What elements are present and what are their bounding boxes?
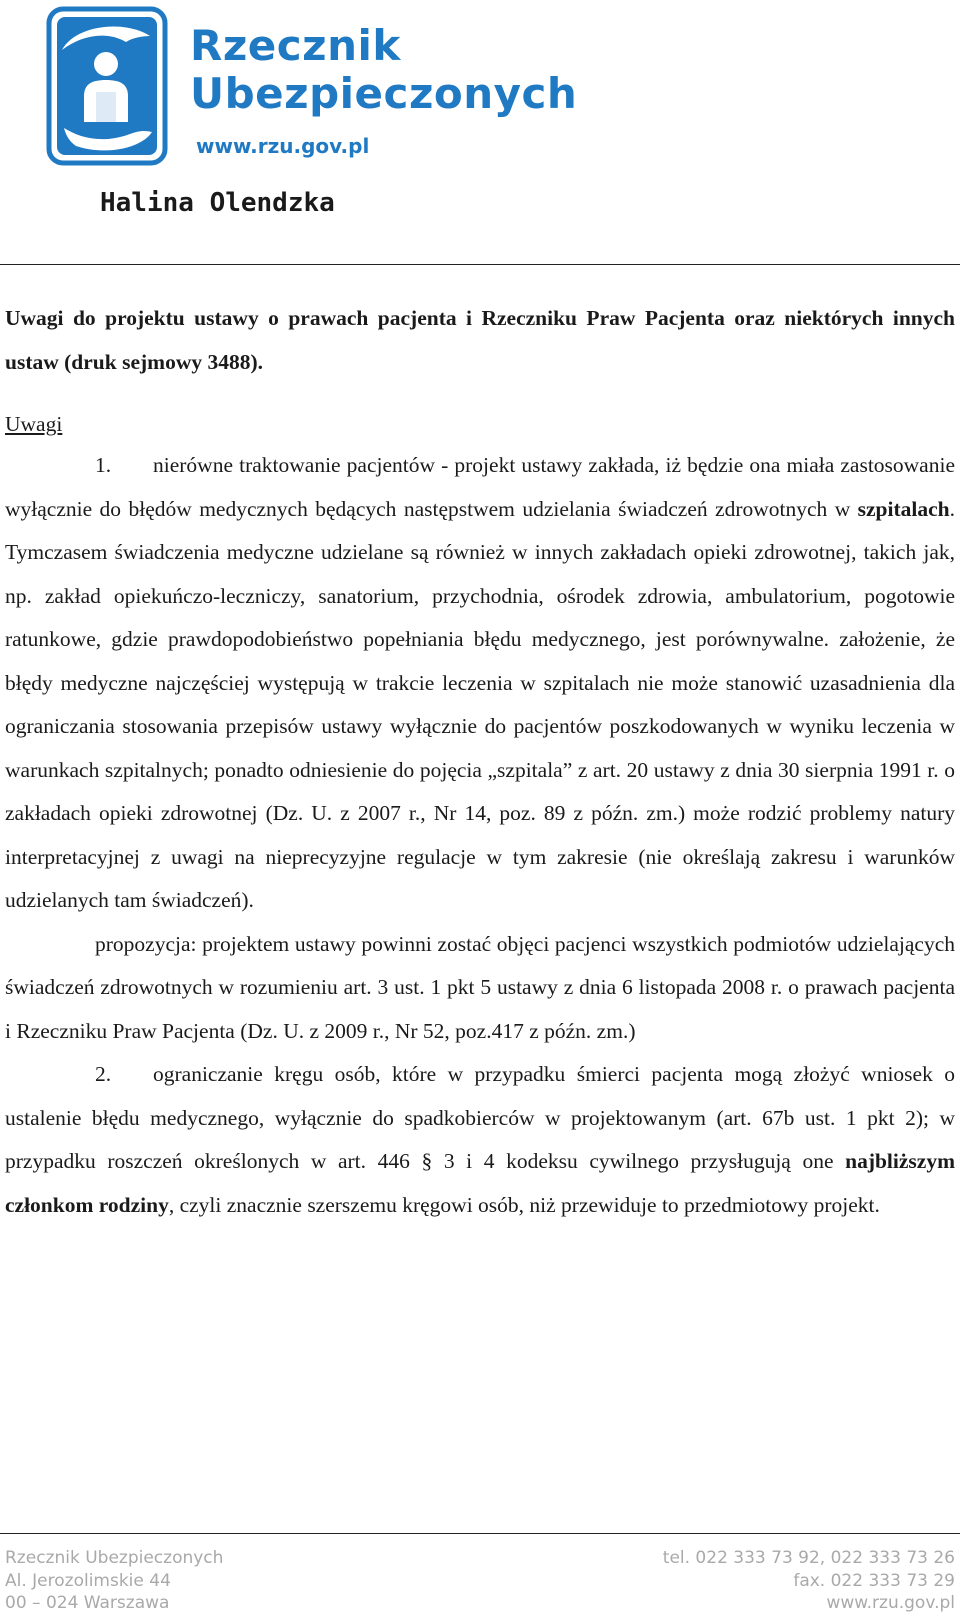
item-2 — [5, 1053, 955, 1227]
footer-city: 00 – 024 Warszawa — [5, 1593, 170, 1613]
item-1-number: 1. — [95, 453, 112, 477]
header-divider — [0, 264, 960, 265]
footer-website[interactable]: www.rzu.gov.pl — [826, 1593, 955, 1613]
footer-phone: tel. 022 333 73 92, 022 333 73 26 — [662, 1548, 955, 1568]
item-2-number: 2. — [95, 1062, 112, 1086]
section-label: Uwagi — [5, 412, 63, 436]
brand-url[interactable]: www.rzu.gov.pl — [196, 134, 370, 158]
footer-org-name: Rzecznik Ubezpieczonych — [5, 1548, 224, 1568]
item-2-bold: najbliższym członkom rodziny — [5, 1149, 955, 1217]
item-2-text-a: ograniczanie kręgu osób, które w przypadku śmierci pacjenta mogą złożyć wniosek o ustalenie błędu medycznego, wyłącznie do spadkobierców w projektowanym (art. 67b ust. 1 pkt 2); w przypadku roszczeń określonych w art. 446 § 3 i 4 kodeksu cywilnego przysługują one — [5, 1062, 955, 1173]
footer-contact — [663, 1547, 955, 1615]
footer-address — [5, 1547, 223, 1615]
item-1-bold: szpitalach — [857, 496, 950, 521]
item-2-text-b: , czyli znacznie szerszemu kręgowi osób, niż przewiduje to przedmiotowy projekt. — [168, 1192, 880, 1217]
item-1-text-b: . Tymczasem świadczenia medyczne udzielane są również w innych zakładach opieki zdrowotnej, takich jak, np. zakład opiekuńczo-leczniczy, sanatorium, przychodnia, ośrodek zdrowia, ambulatorium, pogotowie ratunkowe, gdzie prawdopodobieństwo popełniania błędu medycznego, jest porównywalne. założenie, że błędy medyczne najczęściej występują w trakcie leczenia w szpitalach nie może stanowić uzasadnienia dla ograniczania stosowania przepisów ustawy wyłącznie do pacjentów poszkodowanych w wyniku leczenia w warunkach szpitalnych; ponadto odniesienie do pojęcia „szpitala” z art. 20 ustawy z dnia 30 sierpnia 1991 r. o zakładach opieki zdrowotnej (Dz. U. z 2007 r., Nr 14, poz. 89 z późn. zm.) może rodzić problemy natury interpretacyjnej z uwagi na nieprecyzyjne regulacje w tym zakresie (nie określają zakresu i warunków udzielanych tam świadczeń). — [5, 496, 955, 912]
brand-name-line2: Ubezpieczonych — [190, 69, 578, 118]
proposal-paragraph: propozycja: projektem ustawy powinni zostać objęci pacjenci wszystkich podmiotów udzielających świadczeń zdrowotnych w rozumieniu art. 3 ust. 1 pkt 5 ustawy z dnia 6 listopada 2008 r. o prawach pacjenta i Rzeczniku Praw Pacjenta (Dz. U. z 2009 r., Nr 52, poz.417 z późn. zm.) — [5, 931, 955, 1043]
footer-fax: fax. 022 333 73 29 — [793, 1570, 955, 1591]
author-name: Halina Olendzka — [100, 188, 335, 218]
brand-name-line1: Rzecznik — [190, 21, 401, 70]
brand-name — [190, 22, 577, 118]
item-1 — [5, 444, 955, 923]
item-1-text-a: nierówne traktowanie pacjentów - projekt ustawy zakłada, iż będzie ona miała zastosowanie wyłącznie do błędów medycznych będących następstwem udzielania świadczeń zdrowotnych w — [5, 453, 955, 521]
document-body — [5, 296, 955, 1227]
document-title: Uwagi do projektu ustawy o prawach pacjenta i Rzeczniku Praw Pacjenta oraz niektórych innych ustaw (druk sejmowy 3488). — [5, 306, 955, 374]
footer-divider — [0, 1533, 960, 1534]
footer-street: Al. Jerozolimskie 44 — [5, 1570, 171, 1591]
rzecznik-logo-icon — [46, 6, 168, 166]
